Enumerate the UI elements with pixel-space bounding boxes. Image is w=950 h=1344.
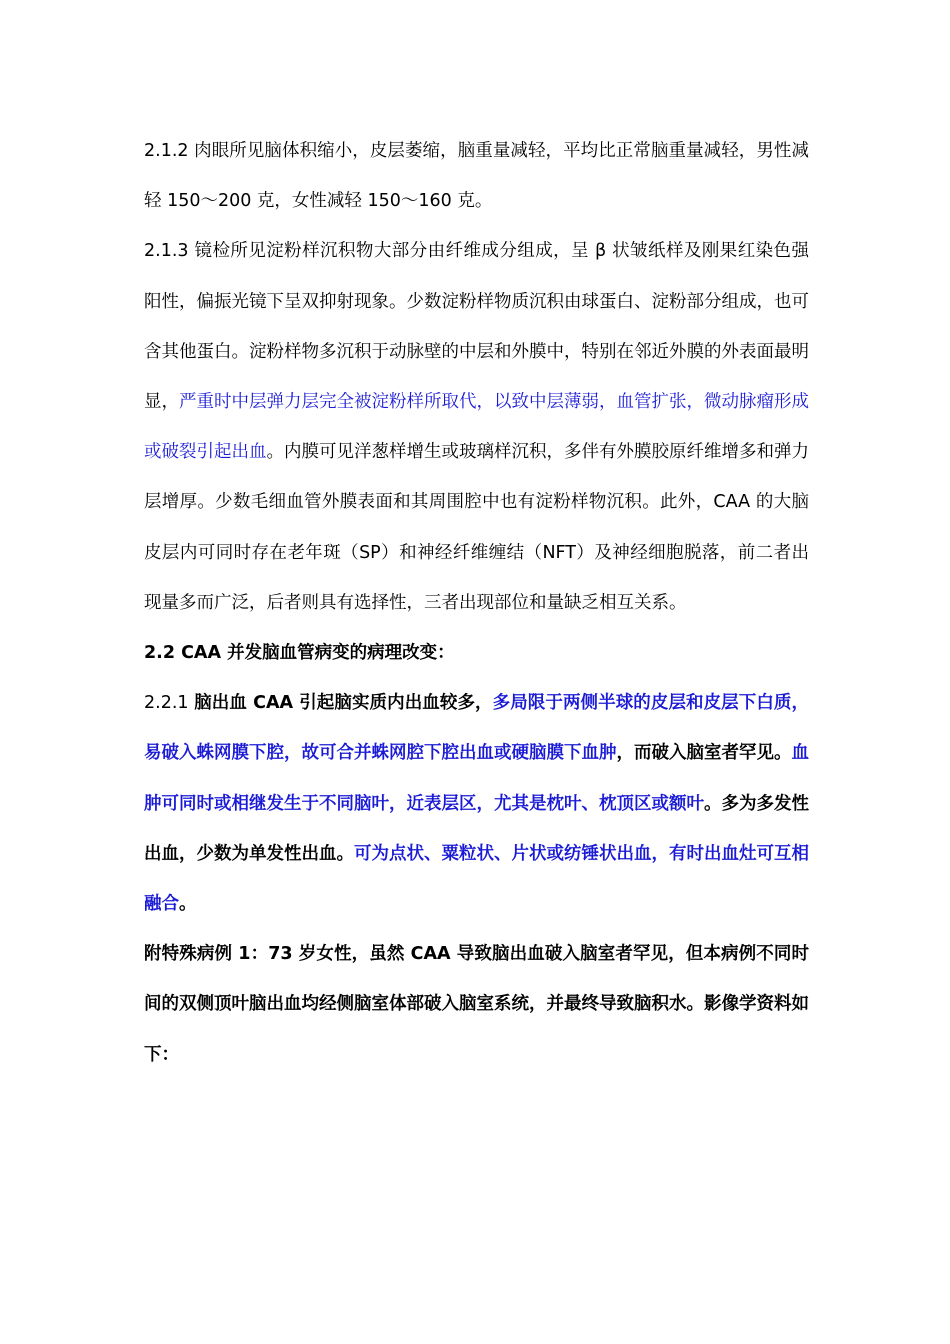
paragraph-2-2-1-highlight-1: 多局限于两侧半球的皮层和皮层下白质，易破入蛛网膜下腔，故可合并蛛网腔下腔出血或硬脑膜下血肿 (144, 693, 810, 764)
paragraph-2-2-1-part7: 。 (179, 894, 197, 915)
document-page (144, 126, 809, 1080)
paragraph-2-1-3 (144, 226, 809, 628)
paragraph-2-2-1 (144, 678, 809, 929)
paragraph-2-2-1-part1: 脑出血 CAA 引起脑实质内出血较多， (194, 693, 493, 714)
paragraph-2-1-3-part1: 2.1.3 镜检所见淀粉样沉积物大部分由纤维成分组成，呈 β 状皱纸样及刚果红染色强阳性，偏振光镜下呈双抑射现象。少数淀粉样物质沉积由球蛋白、淀粉部分组成，也可含其他蛋白。淀粉样物多沉积于动脉壁的中层和外膜中，特别在邻近外膜的外表面最明显， (144, 241, 809, 413)
special-case-text: 附特殊病例 1：73 岁女性，虽然 CAA 导致脑出血破入脑室者罕见，但本病例不同时间的双侧顶叶脑出血均经侧脑室体部破入脑室系统，并最终导致脑积水。影像学资料如下： (144, 944, 809, 1065)
paragraph-2-1-3-part3: 。内膜可见洋葱样增生或玻璃样沉积，多伴有外膜胶原纤维增多和弹力层增厚。少数毛细血管外膜表面和其周围腔中也有淀粉样物沉积。此外，CAA 的大脑皮层内可同时存在老年斑（SP）和神经纤维缠结（NFT）及神经细胞脱落，前二者出现量多而广泛，后者则具有选择性，三者出现部位和量缺乏相互关系。 (144, 442, 809, 613)
section-heading-2-2-text: 2.2 CAA 并发脑血管病变的病理改变： (144, 643, 455, 664)
paragraph-2-2-1-part5: 。多为多发性出血，少数为单发性出血。 (144, 793, 809, 864)
paragraph-2-2-1-highlight-3: 可为点状、粟粒状、片状或纺锤状出血，有时出血灶可互相融合 (144, 843, 809, 915)
paragraph-2-2-1-number: 2.2.1 (144, 693, 195, 714)
paragraph-2-1-2-text: 2.1.2 肉眼所见脑体积缩小，皮层萎缩，脑重量减轻，平均比正常脑重量减轻，男性减轻 150～200 克，女性减轻 150～160 克。 (144, 141, 809, 212)
section-heading-2-2 (144, 628, 809, 678)
special-case-paragraph (144, 929, 809, 1080)
paragraph-2-2-1-part3: ，而破入脑室者罕见。 (616, 743, 792, 764)
paragraph-2-1-3-highlight: 严重时中层弹力层完全被淀粉样所取代，以致中层薄弱，血管扩张，微动脉瘤形成或破裂引起出血 (144, 392, 809, 463)
paragraph-2-2-1-highlight-2: 血肿可同时或相继发生于不同脑叶，近表层区，尤其是枕叶、枕顶区或额叶 (144, 743, 809, 814)
paragraph-2-1-2 (144, 126, 809, 226)
